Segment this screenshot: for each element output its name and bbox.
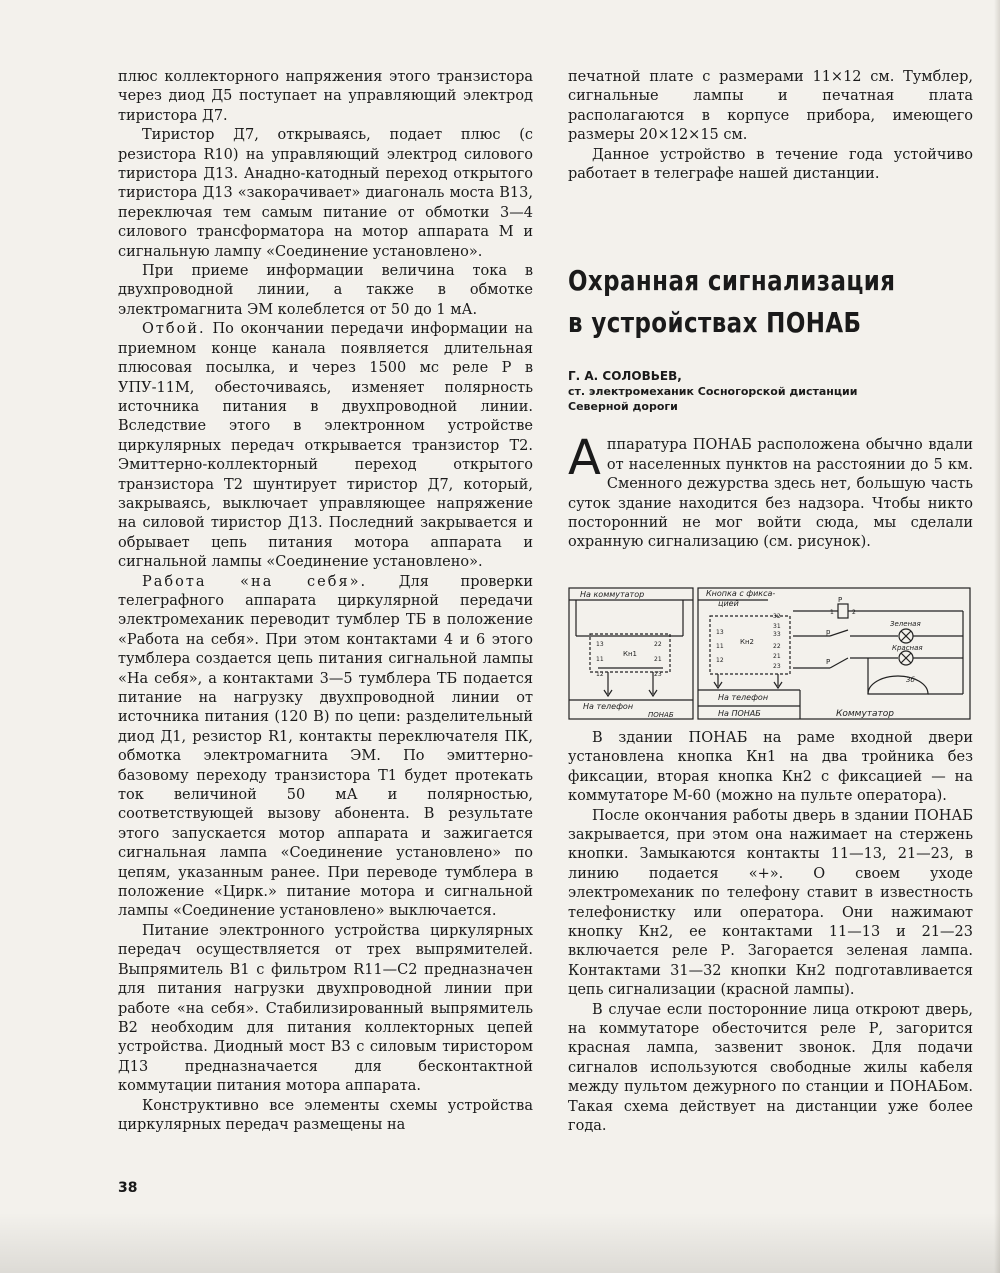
relay-contact: [830, 658, 848, 668]
label-button-fix: цией: [718, 599, 739, 608]
author-position: Северной дороги: [568, 400, 678, 414]
pin-label: 22: [654, 641, 662, 648]
pin-label: 22: [773, 643, 781, 650]
paragraph: Питание электронного устройства циркулярных передач осуществляется от трех выпрямителей. Выпрямитель В1 с фильтром R11—С2 предназначен для питания нагрузки двухпроводной линии при работе «на себя». Стабилизированный выпрямитель В2 необходим для питания коллекторных цепей устройства. Диодный мост В3 с силовым тиристором Д13 предназначается для бесконтактной коммутации питания мотора аппарата.: [118, 922, 533, 1095]
label-to-commutator: На коммутатор: [580, 590, 645, 599]
pin-label: 32: [773, 613, 781, 620]
label-button-fix: Кнопка с фикса-: [706, 589, 776, 598]
pin-label: 12: [716, 657, 724, 664]
spacer: [568, 184, 973, 260]
scan-shadow: [0, 1213, 1000, 1273]
relay-coil: [838, 604, 848, 618]
paragraph: После окончания работы дверь в здании ПОНАБ закрывается, при этом она нажимает на стержень кнопки. Замыкаются контакты 11—13, 21—23, в линию подается «+». О своем уходе электромеханик по телефону ставит в известность телефонистку или оператора. Они нажимают кнопку Кн2, ее контактами 11—13 и 21—23 включается реле Р. Загорается зеленая лампа. Контактами 31—32 кнопки Кн2 подготавливается цепь сигнализации (красной лампы).: [568, 807, 973, 999]
drop-cap: А: [568, 430, 601, 487]
label-to-phone: На телефон: [718, 693, 769, 702]
label-kn1: Кн1: [623, 650, 637, 658]
page-number: 38: [118, 1180, 138, 1196]
pin-label: 21: [773, 653, 781, 660]
paragraph: В случае если посторонние лица откроют дверь, на коммутаторе обесточится реле Р, загорится красная лампа, зазвенит звонок. Для подачи сигналов используются свободные жилы кабеля между пультом дежурного по станции и ПОНАБом. Такая схема действует на дистанции уже более года.: [568, 1001, 973, 1134]
author-block: [568, 368, 973, 414]
label-ponab: ПОНАБ: [648, 711, 674, 719]
spacer: [568, 346, 973, 368]
section-text-rabota: Для проверки телеграфного аппарата циркулярной передачи электромеханик переводит тумблер ТБ в положение «Работа на себя». При этом контактами 4 и 6 этого тумблера создается цепь питания сигнальной лампы «На себя», а контактами 3—5 тумблера ТБ подается питание на нагрузку двухпроводной линии от источника питания (120 В) по цепи: разделительный диод Д1, резистор R1, контакты переключателя ПК, обмотка электромагнита ЭМ. По эмиттерно-базовому переходу транзистора Т1 будет протекать ток величиной 50 мА и полярностью, соответствующей вызову абонента. В результате этого запускается мотор аппарата и зажигается сигнальная лампа «Соединение установлено» по цепям, указанным ранее. При переводе тумблера в положение «Цирк.» питание мотора и сигнальной лампы «Соединение установлено» выключается.: [118, 573, 533, 920]
paragraph: Данное устройство в течение года устойчиво работает в телеграфе нашей дистанции.: [568, 146, 973, 183]
label-to-ponab: На ПОНАБ: [718, 709, 761, 718]
bell: [868, 676, 928, 694]
pin-label: 13: [716, 629, 724, 636]
pin-label: 31: [773, 623, 781, 630]
label-relay-contact: Р: [826, 658, 831, 666]
label-relay-contact: р: [826, 628, 831, 636]
pin-label: 12: [596, 671, 604, 678]
label-commutator: Коммутатор: [836, 709, 895, 719]
author-position: ст. электромеханик Сосногорской дистанции: [568, 385, 858, 399]
pin-label: 2: [852, 609, 856, 616]
lead-paragraph: [568, 430, 973, 552]
label-relay: Р: [838, 596, 843, 604]
left-column: [118, 68, 533, 1135]
pin-label: 11: [716, 643, 724, 650]
paragraph: При приеме информации величина тока в двухпроводной линии, а также в обмотке электромагнита ЭМ колеблется от 50 до 1 мА.: [118, 263, 533, 318]
scan-edge: [994, 0, 1000, 1273]
pin-label: 23: [654, 671, 662, 678]
article-title-line2: в устройствах ПОНАБ: [568, 306, 862, 340]
article-title-line1: Охранная сигнализация: [568, 264, 896, 298]
label-kn2: Кн2: [740, 638, 754, 646]
pin-label: 1: [830, 609, 834, 616]
label-bell: 3б: [906, 676, 915, 684]
spacer: [568, 414, 973, 436]
section-head-otboi: Отбой.: [142, 321, 206, 338]
circuit-diagram: [568, 586, 973, 722]
paragraph-rabota: [118, 573, 533, 922]
author-name: Г. А. СОЛОВЬЕВ,: [568, 369, 682, 384]
paragraph-otboi: [118, 320, 533, 572]
label-green-lamp: Зеленая: [890, 620, 921, 628]
section-head-rabota: Работа «на себя».: [142, 573, 368, 590]
pin-label: 13: [596, 641, 604, 648]
paragraph: печатной плате с размерами 11×12 см. Тумблер, сигнальные лампы и печатная плата располагаются в корпусе прибора, имеющего размеры 20×12×15 см.: [568, 69, 973, 144]
label-to-phone: На телефон: [583, 702, 634, 711]
article-title: [568, 260, 973, 346]
section-text-otboi: По окончании передачи информации на приемном конце канала появляется длительная плюсовая посылка, и через 1500 мс реле Р в УПУ-11М, обесточиваясь, изменяет полярность источника питания в двухпроводной линии. Вследствие этого в электронном устройстве циркулярных передач открывается транзистор Т2. Эмиттерно-коллекторный переход открытого транзистора Т2 шунтирует тиристор Д7, который, закрываясь, выключает управляющее напряжение на силовой тиристор Д13. Последний закрывается и обрывает цепь питания мотора аппарата и сигнальной лампы «Соединение установлено».: [118, 321, 533, 571]
relay-contact: [830, 630, 848, 636]
label-red-lamp: Красная: [892, 644, 923, 652]
lead-text: ппаратура ПОНАБ расположена обычно вдали от населенных пунктов на расстоянии до 5 км. Сменного дежурства здесь нет, большую часть суток здание находится без надзора. Чтобы никто посторонний не мог войти сюда, мы сделали охранную сигнализацию (см. рисунок).: [568, 437, 973, 551]
pin-label: 33: [773, 631, 781, 638]
pin-label: 23: [773, 663, 781, 670]
paragraph: Тиристор Д7, открываясь, подает плюс (с резистора R10) на управляющий электрод силового тиристора Д13. Анадно-катодный переход открытого тиристора Д13 «закорачивает» диагональ моста В13, переключая тем самым питание от обмотки 3—4 силового трансформатора на мотор аппарата М и сигнальную лампу «Соединение установлено».: [118, 127, 533, 260]
paragraph: плюс коллекторного напряжения этого транзистора через диод Д5 поступает на управляющий электрод тиристора Д7.: [118, 69, 533, 124]
pin-label: 11: [596, 656, 604, 663]
paragraph: В здании ПОНАБ на раме входной двери установлена кнопка Кн1 на два тройника без фиксации, вторая кнопка Кн2 с фиксацией — на коммутаторе М-60 (можно на пульте оператора).: [568, 729, 973, 805]
paragraph: Конструктивно все элементы схемы устройства циркулярных передач размещены на: [118, 1097, 533, 1133]
pin-label: 21: [654, 656, 662, 663]
